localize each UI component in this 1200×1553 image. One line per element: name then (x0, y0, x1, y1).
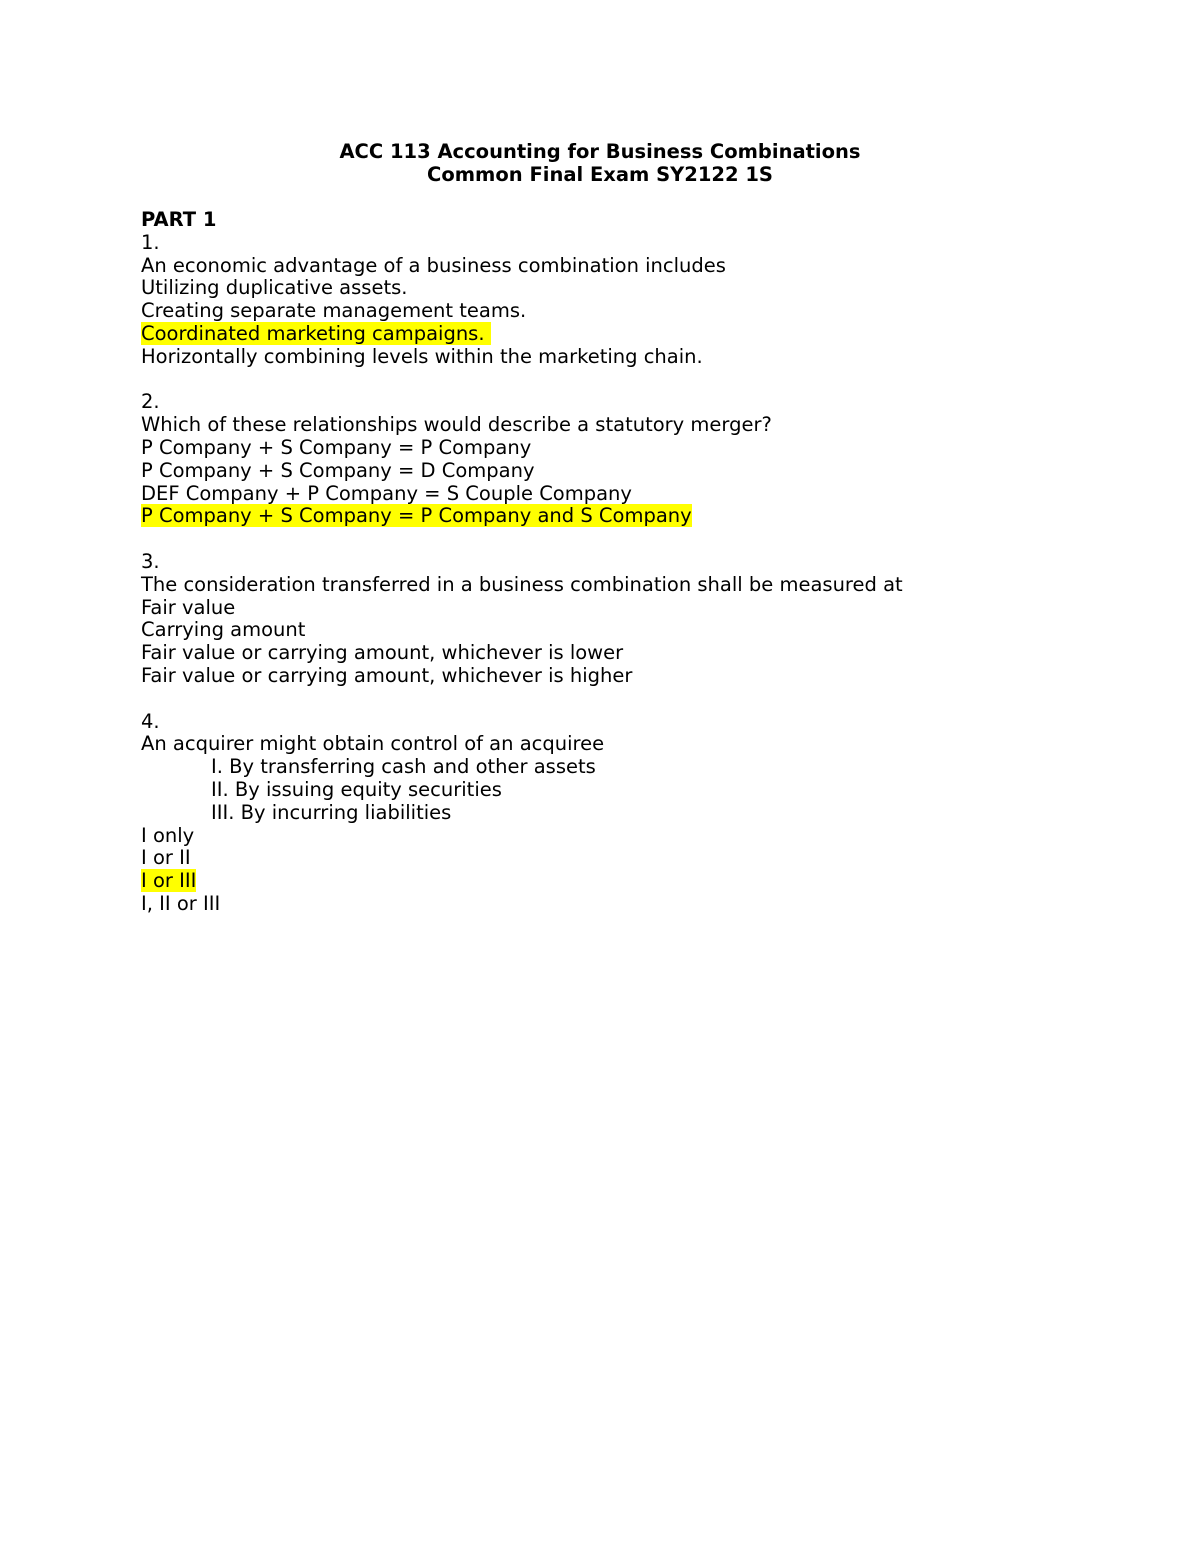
statement: III. By incurring liabilities (211, 800, 452, 824)
option-highlighted (141, 505, 1141, 528)
answer-highlight: I or III (141, 869, 197, 893)
option-text: Creating separate management teams. (141, 299, 527, 323)
statement: I. By transferring cash and other assets (211, 755, 596, 779)
option (141, 825, 1141, 848)
option-text: Fair value or carrying amount, whichever is lower (141, 641, 624, 665)
statement: II. By issuing equity securities (211, 777, 502, 801)
document-title: ACC 113 Accounting for Business Combinations (339, 140, 861, 163)
option-text: DEF Company + P Company = S Couple Company (141, 481, 632, 505)
question-number: 1. (141, 230, 160, 254)
question-stem: An economic advantage of a business combination includes (141, 253, 726, 277)
document-header (0, 140, 1200, 186)
option (141, 437, 1141, 460)
option-text: Fair value or carrying amount, whichever is higher (141, 663, 633, 687)
option-text: P Company + S Company = D Company (141, 458, 535, 482)
option (141, 642, 1141, 665)
question-2 (141, 391, 1141, 528)
option-highlighted (141, 870, 1141, 893)
option (141, 277, 1141, 300)
question-stem: Which of these relationships would describe a statutory merger? (141, 413, 772, 437)
question-4 (141, 711, 1141, 916)
option-text: Carrying amount (141, 618, 306, 642)
answer-highlight: P Company + S Company = P Company and S Company (141, 504, 692, 528)
question-1 (141, 232, 1141, 369)
option-text: I or II (141, 846, 191, 870)
option (141, 346, 1141, 369)
question-number: 4. (141, 709, 160, 733)
spacer (141, 369, 1141, 392)
option-text: Utilizing duplicative assets. (141, 276, 408, 300)
option (141, 460, 1141, 483)
option-highlighted (141, 323, 1141, 346)
part-label: PART 1 (141, 208, 217, 231)
option-text: Fair value (141, 595, 236, 619)
option (141, 597, 1141, 620)
question-number: 3. (141, 549, 160, 573)
question-stem: The consideration transferred in a business combination shall be measured at (141, 572, 903, 596)
question-stem: An acquirer might obtain control of an acquiree (141, 732, 605, 756)
option-text: I only (141, 823, 195, 847)
answer-highlight: Coordinated marketing campaigns. (141, 321, 491, 345)
option (141, 893, 1141, 916)
spacer (141, 688, 1141, 711)
exam-content (141, 209, 1141, 916)
question-3 (141, 551, 1141, 688)
option (141, 619, 1141, 642)
option-text: Horizontally combining levels within the marketing chain. (141, 344, 703, 368)
option (141, 483, 1141, 506)
option (141, 665, 1141, 688)
spacer (141, 528, 1141, 551)
option (141, 300, 1141, 323)
document-subtitle: Common Final Exam SY2122 1S (427, 163, 773, 186)
option-text: P Company + S Company = P Company (141, 435, 532, 459)
question-number: 2. (141, 390, 160, 414)
option (141, 847, 1141, 870)
option-text: I, II or III (141, 891, 221, 915)
